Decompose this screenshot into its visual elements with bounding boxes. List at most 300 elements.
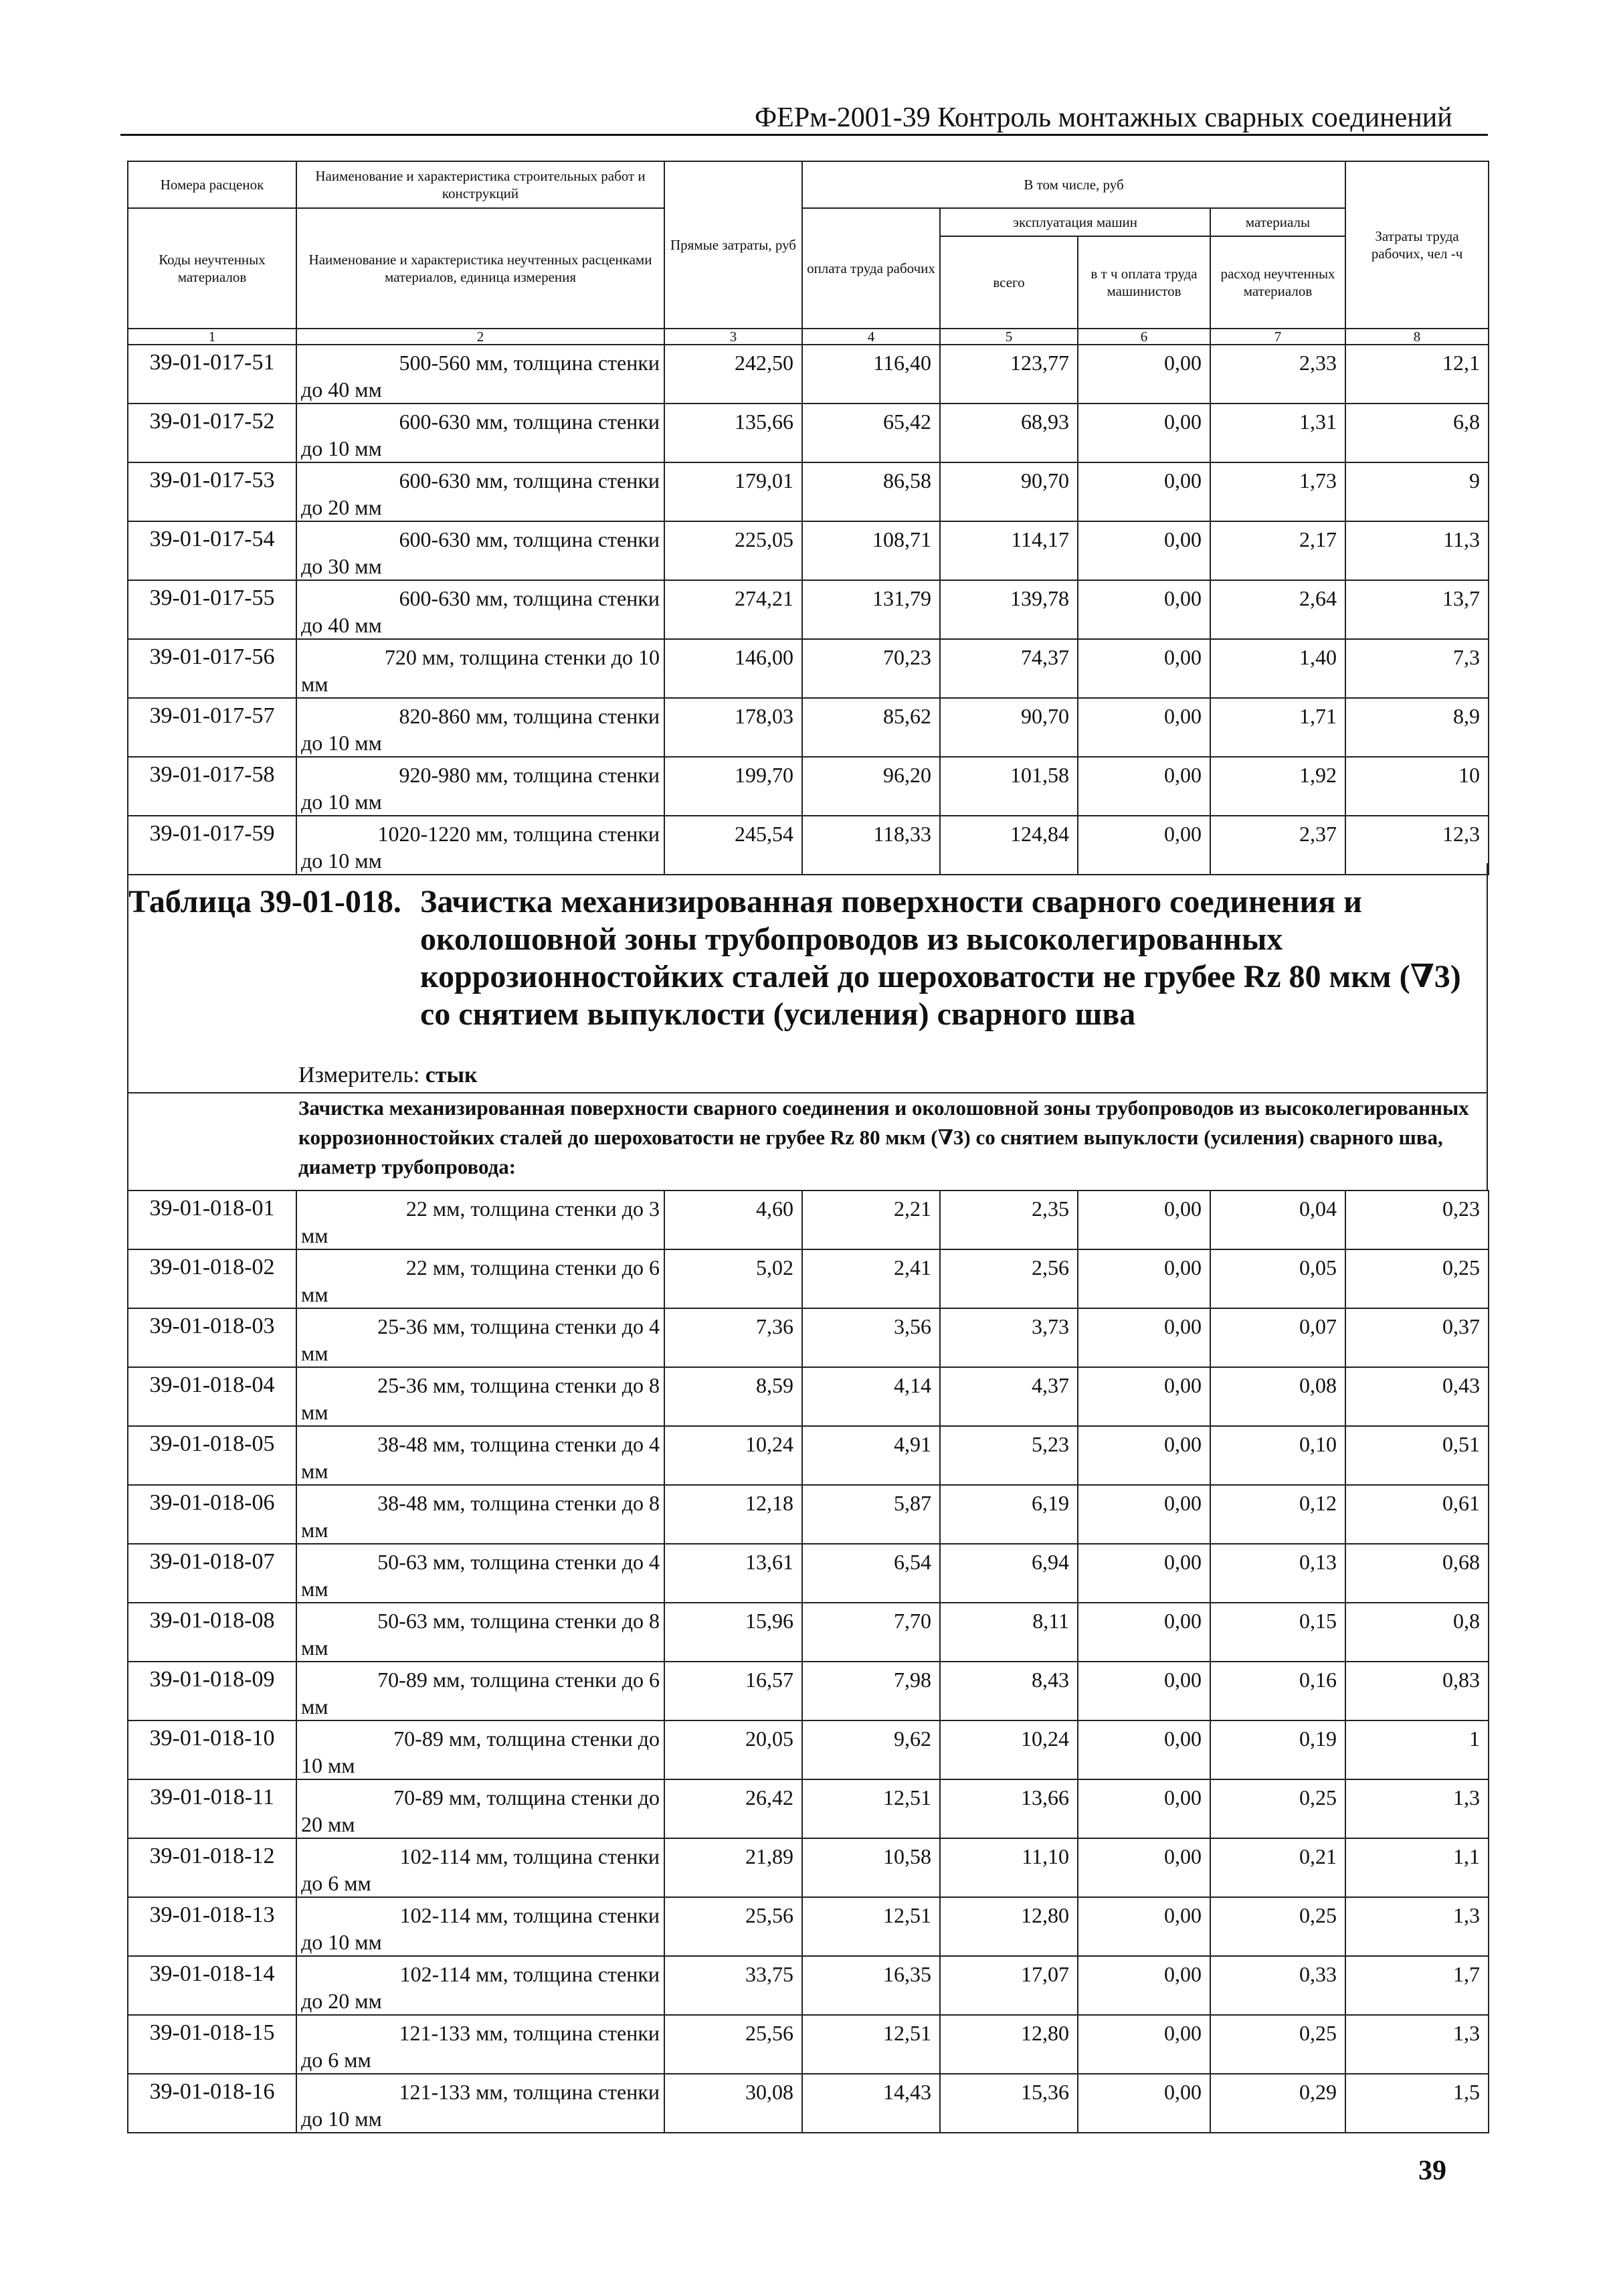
labor-cost-value: 1,7 <box>1345 1956 1489 2015</box>
material-use-value: 0,16 <box>1210 1662 1345 1720</box>
machinist-pay-value: 0,00 <box>1078 1426 1210 1485</box>
column-number: 8 <box>1345 329 1489 345</box>
machine-total-value: 68,93 <box>940 404 1078 462</box>
material-use-value: 0,05 <box>1210 1249 1345 1308</box>
machinist-pay-value: 0,00 <box>1078 521 1210 580</box>
description-line: до 10 мм <box>301 2107 382 2131</box>
rate-description <box>296 1249 664 1308</box>
section-label: Таблица 39-01-018. <box>128 884 401 919</box>
table-row <box>128 1249 1489 1308</box>
labor-cost-value: 0,68 <box>1345 1544 1489 1603</box>
labor-pay-value: 116,40 <box>802 345 940 404</box>
description-line: до 20 мм <box>301 1989 382 2013</box>
rate-description <box>296 462 664 521</box>
machine-total-value: 101,58 <box>940 757 1078 816</box>
col-header-labor-cost: Затраты труда рабочих, чел -ч <box>1345 161 1489 329</box>
rate-code: 39-01-017-59 <box>128 816 296 875</box>
material-use-value: 1,31 <box>1210 404 1345 462</box>
direct-cost-value: 225,05 <box>664 521 802 580</box>
table-row <box>128 698 1489 757</box>
labor-pay-value: 131,79 <box>802 580 940 639</box>
description-line: до 6 мм <box>301 2048 371 2072</box>
labor-cost-value: 8,9 <box>1345 698 1489 757</box>
labor-pay-value: 70,23 <box>802 639 940 698</box>
section-title-line: со снятием выпуклости (усиления) сварного шва <box>420 996 1136 1032</box>
section-title <box>128 883 1488 1033</box>
rate-description <box>296 1308 664 1367</box>
rate-description <box>296 1190 664 1249</box>
labor-cost-value: 0,83 <box>1345 1662 1489 1720</box>
section-title-line: Зачистка механизированная поверхности сварного соединения и <box>420 884 1362 919</box>
labor-cost-value: 6,8 <box>1345 404 1489 462</box>
description-line: 70-89 мм, толщина стенки до <box>393 1785 660 1809</box>
material-use-value: 1,71 <box>1210 698 1345 757</box>
description-line: 820-860 мм, толщина стенки <box>399 704 660 728</box>
description-line: мм <box>301 1518 328 1542</box>
table-row <box>128 1367 1489 1426</box>
rate-code: 39-01-018-08 <box>128 1603 296 1662</box>
description-line: 102-114 мм, толщина стенки <box>399 1844 660 1868</box>
machine-total-value: 6,94 <box>940 1544 1078 1603</box>
direct-cost-value: 10,24 <box>664 1426 802 1485</box>
labor-cost-value: 12,1 <box>1345 345 1489 404</box>
machine-total-value: 114,17 <box>940 521 1078 580</box>
table-row <box>128 2015 1489 2074</box>
material-use-value: 0,25 <box>1210 2015 1345 2074</box>
material-use-value: 0,15 <box>1210 1603 1345 1662</box>
direct-cost-value: 274,21 <box>664 580 802 639</box>
description-line: мм <box>301 1694 328 1718</box>
labor-pay-value: 4,14 <box>802 1367 940 1426</box>
table-row <box>128 1838 1489 1897</box>
col-header-materials: материалы <box>1210 208 1345 236</box>
description-line: 70-89 мм, толщина стенки до 6 <box>377 1668 660 1692</box>
table-row <box>128 1426 1489 1485</box>
material-use-value: 0,04 <box>1210 1190 1345 1249</box>
rate-code: 39-01-017-51 <box>128 345 296 404</box>
description-line: до 30 мм <box>301 554 382 578</box>
description-line: мм <box>301 1282 328 1306</box>
unit-label: Измеритель: <box>298 1063 420 1087</box>
description-line: мм <box>301 1459 328 1483</box>
rate-description <box>296 345 664 404</box>
labor-cost-value: 9 <box>1345 462 1489 521</box>
machine-total-value: 17,07 <box>940 1956 1078 2015</box>
direct-cost-value: 20,05 <box>664 1720 802 1779</box>
column-number: 5 <box>940 329 1078 345</box>
direct-cost-value: 5,02 <box>664 1249 802 1308</box>
rate-description <box>296 1662 664 1720</box>
material-use-value: 0,25 <box>1210 1779 1345 1838</box>
col-header-in-total: В том числе, руб <box>802 161 1345 208</box>
rate-code: 39-01-018-13 <box>128 1897 296 1956</box>
description-line: до 40 мм <box>301 377 382 402</box>
description-line: 102-114 мм, толщина стенки <box>399 1962 660 1986</box>
rate-description <box>296 1720 664 1779</box>
material-use-value: 1,40 <box>1210 639 1345 698</box>
labor-pay-value: 7,98 <box>802 1662 940 1720</box>
labor-cost-value: 0,25 <box>1345 1249 1489 1308</box>
description-line: мм <box>301 1636 328 1660</box>
rate-code: 39-01-018-02 <box>128 1249 296 1308</box>
description-line: до 10 мм <box>301 436 382 460</box>
machine-total-value: 10,24 <box>940 1720 1078 1779</box>
description-line: мм <box>301 672 328 696</box>
rate-code: 39-01-018-04 <box>128 1367 296 1426</box>
header-rule <box>120 134 1488 136</box>
description-line: до 10 мм <box>301 731 382 755</box>
description-line: 50-63 мм, толщина стенки до 4 <box>377 1550 660 1574</box>
material-use-value: 0,19 <box>1210 1720 1345 1779</box>
rate-description <box>296 1426 664 1485</box>
page-header-title: ФЕРм-2001-39 Контроль монтажных сварных соединений <box>755 102 1452 133</box>
machine-total-value: 12,80 <box>940 2015 1078 2074</box>
description-line: 38-48 мм, толщина стенки до 4 <box>377 1432 660 1456</box>
direct-cost-value: 25,56 <box>664 1897 802 1956</box>
labor-cost-value: 0,23 <box>1345 1190 1489 1249</box>
table-row <box>128 345 1489 404</box>
direct-cost-value: 199,70 <box>664 757 802 816</box>
section-title-line: околошовной зоны трубопроводов из высоколегированных <box>420 921 1283 957</box>
material-use-value: 2,17 <box>1210 521 1345 580</box>
description-line: мм <box>301 1341 328 1365</box>
table-row <box>128 639 1489 698</box>
table-row <box>128 521 1489 580</box>
table-row <box>128 580 1489 639</box>
col-header-machines: эксплуатация машин <box>940 208 1210 236</box>
labor-pay-value: 6,54 <box>802 1544 940 1603</box>
machine-total-value: 124,84 <box>940 816 1078 875</box>
labor-pay-value: 118,33 <box>802 816 940 875</box>
description-line: до 20 мм <box>301 495 382 519</box>
rate-code: 39-01-017-53 <box>128 462 296 521</box>
rate-code: 39-01-018-01 <box>128 1190 296 1249</box>
table-row <box>128 1720 1489 1779</box>
description-line: 121-133 мм, толщина стенки <box>399 2021 660 2045</box>
rate-description <box>296 1897 664 1956</box>
labor-cost-value: 7,3 <box>1345 639 1489 698</box>
table-row <box>128 1779 1489 1838</box>
direct-cost-value: 4,60 <box>664 1190 802 1249</box>
description-line: 600-630 мм, толщина стенки <box>399 468 660 493</box>
description-line: мм <box>301 1400 328 1424</box>
labor-pay-value: 65,42 <box>802 404 940 462</box>
direct-cost-value: 12,18 <box>664 1485 802 1544</box>
unit-value: стык <box>425 1063 478 1087</box>
labor-pay-value: 7,70 <box>802 1603 940 1662</box>
machinist-pay-value: 0,00 <box>1078 462 1210 521</box>
rate-code: 39-01-018-14 <box>128 1956 296 2015</box>
labor-cost-value: 0,37 <box>1345 1308 1489 1367</box>
material-use-value: 1,92 <box>1210 757 1345 816</box>
labor-pay-value: 14,43 <box>802 2074 940 2133</box>
rate-code: 39-01-018-07 <box>128 1544 296 1603</box>
description-line: мм <box>301 1577 328 1601</box>
machinist-pay-value: 0,00 <box>1078 1249 1210 1308</box>
machine-total-value: 74,37 <box>940 639 1078 698</box>
labor-cost-value: 10 <box>1345 757 1489 816</box>
table-row <box>128 1662 1489 1720</box>
col-header-material-codes: Коды неучтенных материалов <box>128 208 296 329</box>
material-use-value: 0,13 <box>1210 1544 1345 1603</box>
material-use-value: 2,37 <box>1210 816 1345 875</box>
machinist-pay-value: 0,00 <box>1078 698 1210 757</box>
labor-pay-value: 9,62 <box>802 1720 940 1779</box>
description-line: 600-630 мм, толщина стенки <box>399 586 660 610</box>
labor-pay-value: 10,58 <box>802 1838 940 1897</box>
rate-code: 39-01-017-57 <box>128 698 296 757</box>
rate-description <box>296 1544 664 1603</box>
machinist-pay-value: 0,00 <box>1078 2015 1210 2074</box>
rate-description <box>296 1367 664 1426</box>
rate-description <box>296 1838 664 1897</box>
column-number: 2 <box>296 329 664 345</box>
rate-code: 39-01-018-16 <box>128 2074 296 2133</box>
direct-cost-value: 30,08 <box>664 2074 802 2133</box>
machine-total-value: 90,70 <box>940 462 1078 521</box>
description-line: 20 мм <box>301 1812 355 1836</box>
col-header-rate-numbers: Номера расценок <box>128 161 296 208</box>
material-use-value: 0,29 <box>1210 2074 1345 2133</box>
rate-code: 39-01-018-11 <box>128 1779 296 1838</box>
machinist-pay-value: 0,00 <box>1078 1720 1210 1779</box>
machinist-pay-value: 0,00 <box>1078 1544 1210 1603</box>
rate-description <box>296 639 664 698</box>
labor-cost-value: 0,61 <box>1345 1485 1489 1544</box>
machine-total-value: 6,19 <box>940 1485 1078 1544</box>
labor-cost-value: 1,5 <box>1345 2074 1489 2133</box>
direct-cost-value: 15,96 <box>664 1603 802 1662</box>
machine-total-value: 123,77 <box>940 345 1078 404</box>
table-row <box>128 2074 1489 2133</box>
rate-description <box>296 698 664 757</box>
description-line: до 10 мм <box>301 849 382 873</box>
labor-cost-value: 1,3 <box>1345 1897 1489 1956</box>
page-number: 39 <box>1418 2155 1446 2186</box>
direct-cost-value: 245,54 <box>664 816 802 875</box>
table-row <box>128 757 1489 816</box>
rate-code: 39-01-018-03 <box>128 1308 296 1367</box>
rate-description <box>296 1485 664 1544</box>
column-number: 6 <box>1078 329 1210 345</box>
description-line: 920-980 мм, толщина стенки <box>399 763 660 787</box>
machinist-pay-value: 0,00 <box>1078 1367 1210 1426</box>
column-number: 4 <box>802 329 940 345</box>
machinist-pay-value: 0,00 <box>1078 1485 1210 1544</box>
description-line: до 6 мм <box>301 1871 371 1895</box>
machinist-pay-value: 0,00 <box>1078 1956 1210 2015</box>
labor-pay-value: 108,71 <box>802 521 940 580</box>
labor-pay-value: 96,20 <box>802 757 940 816</box>
direct-cost-value: 33,75 <box>664 1956 802 2015</box>
machinist-pay-value: 0,00 <box>1078 345 1210 404</box>
material-use-value: 0,12 <box>1210 1485 1345 1544</box>
description-line: 22 мм, толщина стенки до 6 <box>405 1255 660 1279</box>
labor-cost-value: 0,51 <box>1345 1426 1489 1485</box>
description-line: до 10 мм <box>301 790 382 814</box>
labor-cost-value: 1,1 <box>1345 1838 1489 1897</box>
machinist-pay-value: 0,00 <box>1078 1190 1210 1249</box>
rate-description <box>296 1603 664 1662</box>
table-row <box>128 1897 1489 1956</box>
description-line: 70-89 мм, толщина стенки до <box>393 1727 660 1751</box>
labor-cost-value: 1 <box>1345 1720 1489 1779</box>
rate-description <box>296 580 664 639</box>
rate-description <box>296 2015 664 2074</box>
labor-pay-value: 3,56 <box>802 1308 940 1367</box>
direct-cost-value: 13,61 <box>664 1544 802 1603</box>
material-use-value: 0,25 <box>1210 1897 1345 1956</box>
labor-cost-value: 13,7 <box>1345 580 1489 639</box>
description-line: 25-36 мм, толщина стенки до 4 <box>377 1314 660 1338</box>
group-heading: Зачистка механизированная поверхности сварного соединения и околошовной зоны трубопроводов из высоколегированных коррозионностойких сталей до шероховатости не грубее Rz 80 мкм (∇3) со снятием выпуклости (усиления) сварного шва, диаметр трубопровода: <box>298 1096 1469 1178</box>
rate-code: 39-01-017-56 <box>128 639 296 698</box>
rates-table-017 <box>127 161 1489 875</box>
material-use-value: 0,08 <box>1210 1367 1345 1426</box>
description-line: 500-560 мм, толщина стенки <box>399 351 660 375</box>
rate-code: 39-01-018-10 <box>128 1720 296 1779</box>
material-use-value: 2,33 <box>1210 345 1345 404</box>
description-line: 10 мм <box>301 1753 355 1777</box>
machine-total-value: 90,70 <box>940 698 1078 757</box>
rate-code: 39-01-017-52 <box>128 404 296 462</box>
table-row <box>128 404 1489 462</box>
labor-cost-value: 0,8 <box>1345 1603 1489 1662</box>
description-line: 1020-1220 мм, толщина стенки <box>377 822 660 846</box>
column-number-row <box>128 329 1489 345</box>
rates-table-018 <box>127 1190 1489 2133</box>
material-use-value: 0,10 <box>1210 1426 1345 1485</box>
labor-pay-value: 12,51 <box>802 1779 940 1838</box>
table-row <box>128 462 1489 521</box>
labor-pay-value: 86,58 <box>802 462 940 521</box>
machinist-pay-value: 0,00 <box>1078 816 1210 875</box>
machine-total-value: 139,78 <box>940 580 1078 639</box>
rate-code: 39-01-018-12 <box>128 1838 296 1897</box>
description-line: 25-36 мм, толщина стенки до 8 <box>377 1373 660 1397</box>
machine-total-value: 8,43 <box>940 1662 1078 1720</box>
labor-cost-value: 1,3 <box>1345 1779 1489 1838</box>
direct-cost-value: 16,57 <box>664 1662 802 1720</box>
description-line: 600-630 мм, толщина стенки <box>399 410 660 434</box>
description-line: 600-630 мм, толщина стенки <box>399 527 660 551</box>
rate-code: 39-01-017-58 <box>128 757 296 816</box>
description-line: до 40 мм <box>301 613 382 637</box>
machine-total-value: 12,80 <box>940 1897 1078 1956</box>
labor-pay-value: 16,35 <box>802 1956 940 2015</box>
table-row <box>128 1956 1489 2015</box>
material-use-value: 0,07 <box>1210 1308 1345 1367</box>
machine-total-value: 2,35 <box>940 1190 1078 1249</box>
labor-pay-value: 5,87 <box>802 1485 940 1544</box>
labor-pay-value: 12,51 <box>802 2015 940 2074</box>
direct-cost-value: 146,00 <box>664 639 802 698</box>
rate-description <box>296 521 664 580</box>
direct-cost-value: 179,01 <box>664 462 802 521</box>
rate-code: 39-01-018-05 <box>128 1426 296 1485</box>
machine-total-value: 15,36 <box>940 2074 1078 2133</box>
labor-cost-value: 11,3 <box>1345 521 1489 580</box>
rate-description <box>296 757 664 816</box>
machinist-pay-value: 0,00 <box>1078 1662 1210 1720</box>
description-line: 121-133 мм, толщина стенки <box>399 2080 660 2104</box>
direct-cost-value: 8,59 <box>664 1367 802 1426</box>
column-number: 3 <box>664 329 802 345</box>
rate-description <box>296 1956 664 2015</box>
machine-total-value: 13,66 <box>940 1779 1078 1838</box>
rate-code: 39-01-017-54 <box>128 521 296 580</box>
description-line: до 10 мм <box>301 1930 382 1954</box>
labor-cost-value: 12,3 <box>1345 816 1489 875</box>
direct-cost-value: 178,03 <box>664 698 802 757</box>
col-header-work-name: Наименование и характеристика строительных работ и конструкций <box>296 161 664 208</box>
col-header-total: всего <box>940 236 1078 329</box>
description-line: мм <box>301 1223 328 1247</box>
labor-pay-value: 2,41 <box>802 1249 940 1308</box>
direct-cost-value: 7,36 <box>664 1308 802 1367</box>
description-line: 102-114 мм, толщина стенки <box>399 1903 660 1927</box>
direct-cost-value: 135,66 <box>664 404 802 462</box>
rate-description <box>296 2074 664 2133</box>
table-row <box>128 1308 1489 1367</box>
machinist-pay-value: 0,00 <box>1078 1838 1210 1897</box>
description-line: 22 мм, толщина стенки до 3 <box>405 1197 660 1221</box>
description-line: 38-48 мм, толщина стенки до 8 <box>377 1491 660 1515</box>
description-line: 50-63 мм, толщина стенки до 8 <box>377 1609 660 1633</box>
col-header-machinist-pay: в т ч оплата труда машинистов <box>1078 236 1210 329</box>
machinist-pay-value: 0,00 <box>1078 1308 1210 1367</box>
column-number: 1 <box>128 329 296 345</box>
labor-pay-value: 4,91 <box>802 1426 940 1485</box>
direct-cost-value: 21,89 <box>664 1838 802 1897</box>
machinist-pay-value: 0,00 <box>1078 1897 1210 1956</box>
labor-pay-value: 85,62 <box>802 698 940 757</box>
column-number: 7 <box>1210 329 1345 345</box>
direct-cost-value: 242,50 <box>664 345 802 404</box>
machine-total-value: 3,73 <box>940 1308 1078 1367</box>
table-row <box>128 1544 1489 1603</box>
machine-total-value: 5,23 <box>940 1426 1078 1485</box>
rate-code: 39-01-018-06 <box>128 1485 296 1544</box>
section-title-line: коррозионностойких сталей до шероховатости не грубее Rz 80 мкм (∇3) <box>420 959 1461 994</box>
machine-total-value: 4,37 <box>940 1367 1078 1426</box>
col-header-direct-costs: Прямые затраты, руб <box>664 161 802 329</box>
table-row <box>128 1485 1489 1544</box>
rate-code: 39-01-018-09 <box>128 1662 296 1720</box>
machinist-pay-value: 0,00 <box>1078 1779 1210 1838</box>
machinist-pay-value: 0,00 <box>1078 1603 1210 1662</box>
description-line: 720 мм, толщина стенки до 10 <box>384 645 660 669</box>
machinist-pay-value: 0,00 <box>1078 580 1210 639</box>
machinist-pay-value: 0,00 <box>1078 404 1210 462</box>
machinist-pay-value: 0,00 <box>1078 757 1210 816</box>
col-header-material-name: Наименование и характеристика неучтенных расценками материалов, единица измерения <box>296 208 664 329</box>
table-row <box>128 1190 1489 1249</box>
machine-total-value: 2,56 <box>940 1249 1078 1308</box>
rate-description <box>296 404 664 462</box>
machinist-pay-value: 0,00 <box>1078 639 1210 698</box>
machine-total-value: 8,11 <box>940 1603 1078 1662</box>
material-use-value: 1,73 <box>1210 462 1345 521</box>
table-row <box>128 1603 1489 1662</box>
col-header-material-use: расход неучтенных материалов <box>1210 236 1345 329</box>
material-use-value: 2,64 <box>1210 580 1345 639</box>
material-use-value: 0,33 <box>1210 1956 1345 2015</box>
labor-pay-value: 2,21 <box>802 1190 940 1249</box>
material-use-value: 0,21 <box>1210 1838 1345 1897</box>
machinist-pay-value: 0,00 <box>1078 2074 1210 2133</box>
rate-code: 39-01-017-55 <box>128 580 296 639</box>
